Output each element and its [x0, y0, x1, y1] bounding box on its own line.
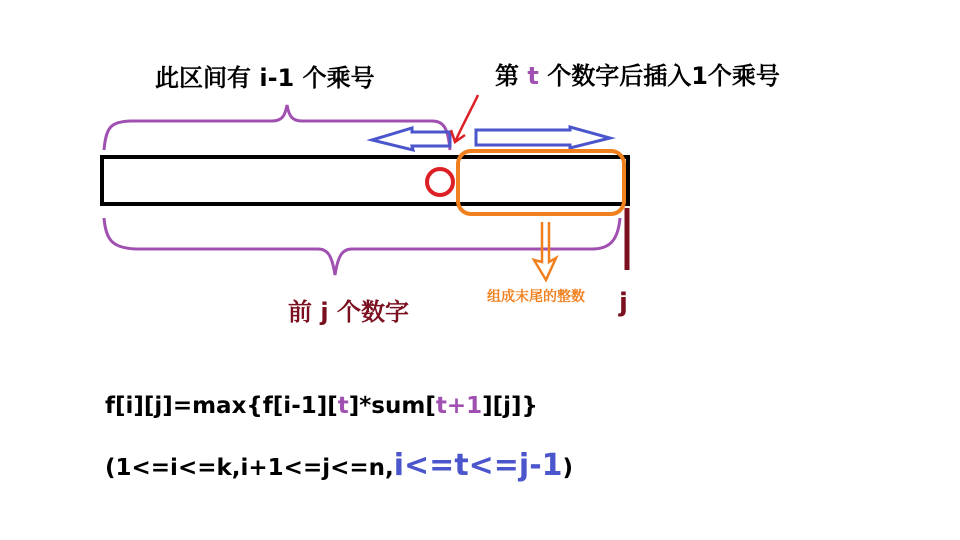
top-brace: [104, 105, 450, 150]
left-arrow-icon: [372, 128, 450, 150]
number-bar: [102, 157, 628, 204]
formula-t-plus-one: t+1: [435, 393, 483, 419]
top-brace-label: 此区间有 i-1 个乘号: [155, 64, 375, 92]
recurrence-formula: f[i][j]=max{f[i-1][t]*sum[t+1][j]}: [105, 393, 538, 419]
right-arrow-icon: [476, 127, 610, 148]
j-marker-label: j: [619, 288, 628, 318]
t-range-constraint: i<=t<=j-1: [393, 448, 563, 483]
t-variable: t: [527, 62, 539, 90]
insertion-point-circle: [427, 169, 453, 195]
tail-number-label: 组成末尾的整数: [487, 289, 585, 305]
orange-down-arrow-icon: [534, 222, 556, 280]
constraint-formula: (1<=i<=k,i+1<=j<=n,i<=t<=j-1): [105, 448, 574, 483]
insert-multiplication-label: 第 t 个数字后插入1个乘号: [495, 62, 780, 90]
bottom-brace-label: 前 j 个数字: [288, 298, 409, 326]
formula-t-variable: t: [337, 393, 349, 419]
